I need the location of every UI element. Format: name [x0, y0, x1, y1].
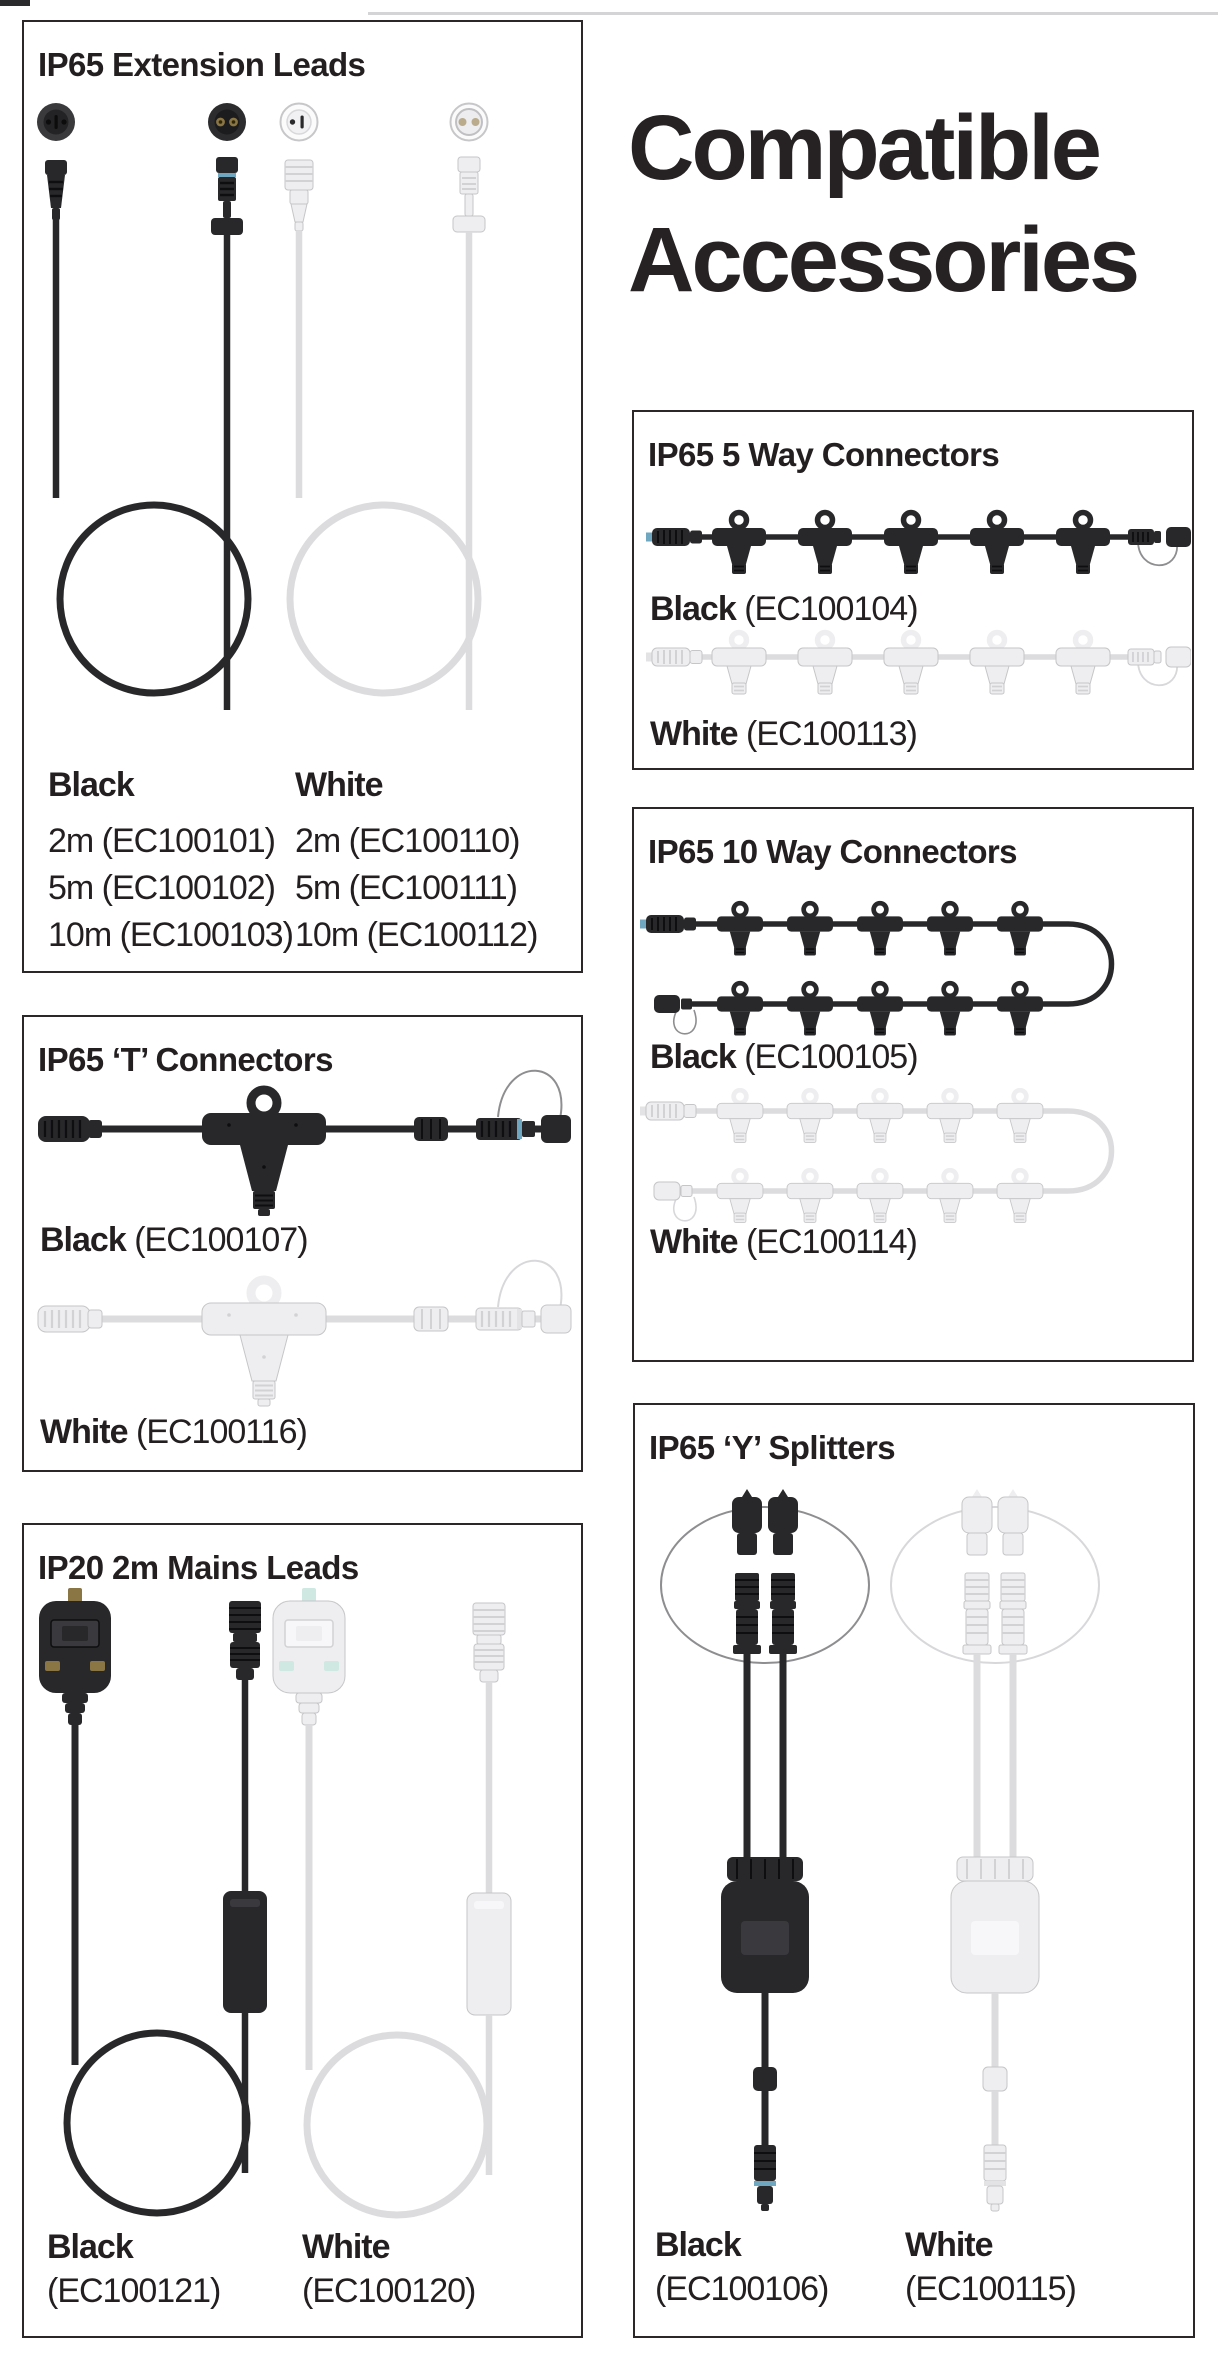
product-code: (EC100107): [134, 1221, 308, 1259]
t-connector-white-label: [40, 1413, 307, 1452]
product-code: 5m (EC100102): [48, 869, 276, 907]
black-t-connector-art: [38, 1071, 571, 1216]
white-ten-way-art: [640, 1090, 1112, 1222]
section-mains-leads: [22, 1523, 583, 2338]
extension-leads-black-column: [48, 766, 293, 959]
crop-edge-line: [368, 12, 1218, 15]
variant-label: Black: [655, 2226, 741, 2264]
variant-label: Black: [650, 1038, 736, 1076]
white-five-way-art: [646, 633, 1191, 695]
product-code: (EC100116): [136, 1413, 307, 1451]
section-extension-leads: [22, 20, 583, 973]
variant-label: White: [302, 2228, 390, 2266]
ten-way-black-label: [650, 1038, 918, 1077]
black-ten-way-art: [640, 903, 1112, 1035]
section-t-connectors: [22, 1015, 583, 1472]
variant-label: Black: [650, 590, 736, 628]
page-title-line2: Accessories: [628, 209, 1138, 311]
five-way-title: IP65 5 Way Connectors: [648, 436, 1000, 473]
variant-label: White: [40, 1413, 128, 1451]
five-way-black-label: [650, 590, 918, 629]
product-code: (EC100114): [746, 1223, 917, 1261]
white-t-connector-art: [38, 1261, 571, 1406]
variant-label: Black: [40, 1221, 126, 1259]
extension-leads-white-column: [295, 766, 537, 959]
mains-leads-title: IP20 2m Mains Leads: [38, 1549, 359, 1586]
product-code: 10m (EC100112): [295, 916, 538, 954]
white-y-splitter-art: [891, 1489, 1099, 2211]
black-y-splitter-art: [661, 1489, 869, 2211]
extension-leads-title: IP65 Extension Leads: [38, 46, 366, 83]
ten-way-white-label: [650, 1223, 917, 1262]
ten-way-title: IP65 10 Way Connectors: [648, 833, 1017, 870]
product-code: (EC100106): [655, 2270, 829, 2308]
y-splitter-white-label: [905, 2223, 1076, 2311]
product-code: 2m (EC100101): [48, 822, 276, 860]
mains-leads-illustration: [24, 1525, 580, 2335]
product-code: 2m (EC100110): [295, 822, 520, 860]
mains-lead-white-label: [302, 2225, 475, 2313]
crop-corner-mark: [0, 0, 30, 6]
black-extension-leads-art: [37, 103, 248, 710]
variant-label: White: [905, 2226, 993, 2264]
variant-label: Black: [47, 2228, 133, 2266]
section-y-splitters: [633, 1403, 1195, 2338]
y-splitters-illustration: [635, 1405, 1192, 2335]
y-splitter-black-label: [655, 2223, 828, 2311]
product-code: (EC100113): [746, 715, 917, 753]
product-code: (EC100104): [744, 590, 918, 628]
ten-way-illustration: [634, 809, 1191, 1359]
variant-label: White: [650, 1223, 738, 1261]
black-mains-lead-art: [39, 1588, 267, 2213]
y-splitters-title: IP65 ‘Y’ Splitters: [649, 1429, 895, 1466]
section-ten-way-connectors: [632, 807, 1194, 1362]
variant-label: White: [650, 715, 738, 753]
five-way-white-label: [650, 715, 917, 754]
product-code: 10m (EC100103): [48, 916, 293, 954]
white-extension-leads-art: [281, 104, 488, 711]
product-code: 5m (EC100111): [295, 869, 517, 907]
product-code: (EC100120): [302, 2272, 476, 2310]
product-code: (EC100121): [47, 2272, 221, 2310]
t-connectors-title: IP65 ‘T’ Connectors: [38, 1041, 333, 1078]
product-code: (EC100105): [744, 1038, 918, 1076]
product-code: (EC100115): [905, 2270, 1076, 2308]
t-connector-black-label: [40, 1221, 308, 1260]
section-five-way-connectors: [632, 410, 1194, 770]
page-title-line1: Compatible: [628, 97, 1099, 199]
mains-lead-black-label: [47, 2225, 220, 2313]
page-title: [628, 92, 1137, 316]
white-mains-lead-art: [273, 1588, 511, 2215]
black-five-way-art: [646, 513, 1191, 575]
variant-label: Black: [48, 766, 134, 804]
variant-label: White: [295, 766, 383, 804]
